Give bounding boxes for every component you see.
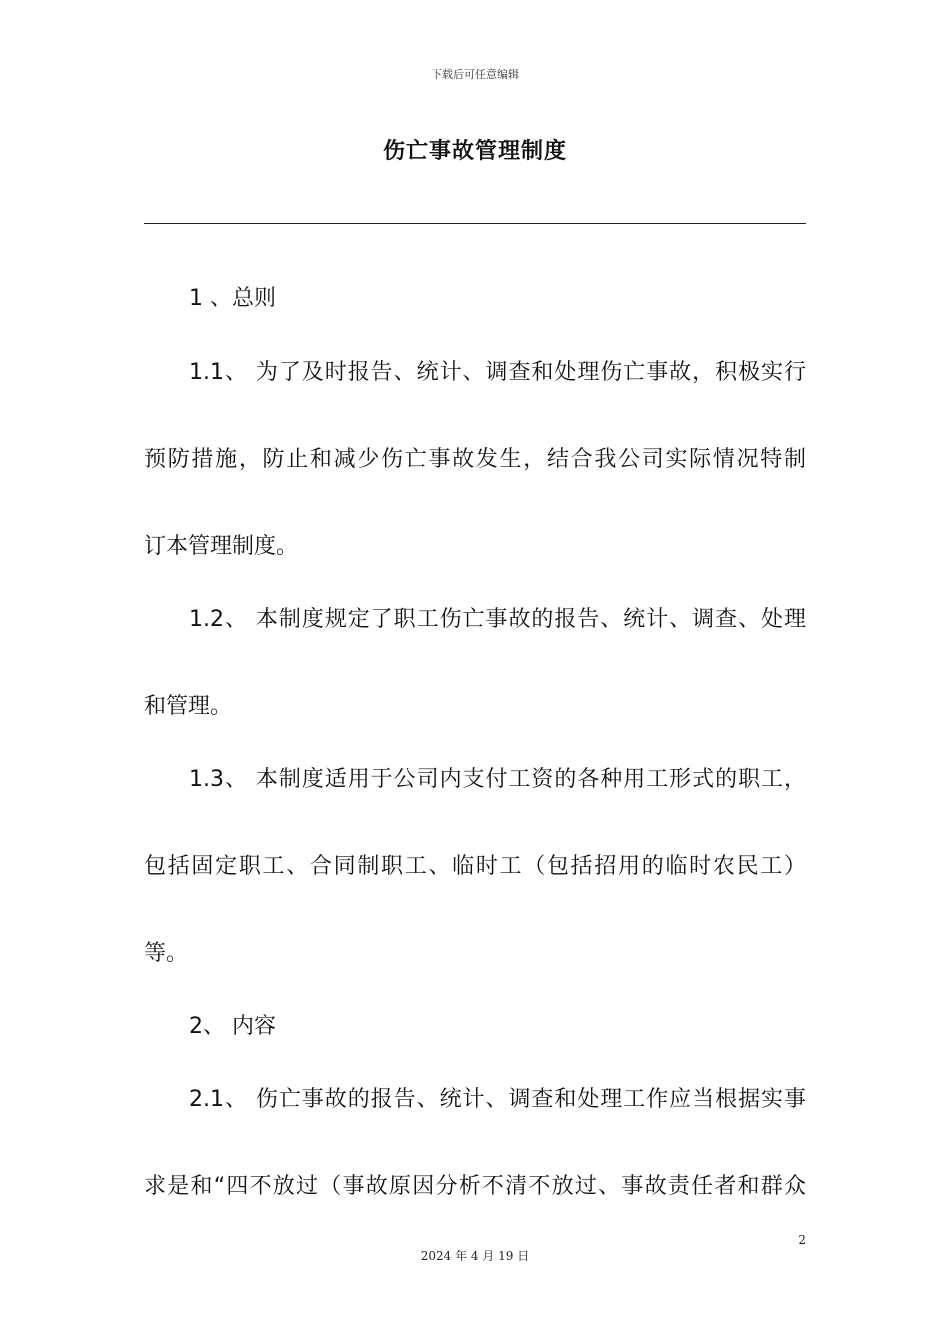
section-heading: 2、 内容 [189, 1014, 276, 1039]
paragraph-line: 订本管理制度。 [144, 534, 299, 559]
title-divider [144, 223, 806, 224]
paragraph-line: 预防措施，防止和减少伤亡事故发生，结合我公司实际情况特制 [144, 447, 806, 472]
paragraph-line: 1.2、 本制度规定了职工伤亡事故的报告、统计、调查、处理 [189, 607, 806, 632]
section-heading: 1 、总则 [189, 286, 276, 311]
paragraph-line: 1.1、 为了及时报告、统计、调查和处理伤亡事故，积极实行 [189, 360, 806, 385]
paragraph-line: 包括固定职工、合同制职工、临时工（包括招用的临时农民工） [144, 854, 806, 879]
footer-date: 2024 年 4 月 19 日 [420, 1249, 530, 1263]
document-title: 伤亡事故管理制度 [382, 139, 567, 164]
page-number: 2 [798, 1233, 806, 1247]
paragraph-line: 2.1、 伤亡事故的报告、统计、调查和处理工作应当根据实事 [189, 1087, 806, 1112]
paragraph-line: 和管理。 [144, 694, 233, 719]
paragraph-line: 1.3、 本制度适用于公司内支付工资的各种用工形式的职工， [189, 767, 806, 792]
header-note: 下载后可任意编辑 [431, 68, 519, 81]
paragraph-line: 求是和“四不放过（事故原因分析不清不放过、事故责任者和群众 [144, 1174, 806, 1199]
paragraph-line: 等。 [144, 941, 189, 966]
